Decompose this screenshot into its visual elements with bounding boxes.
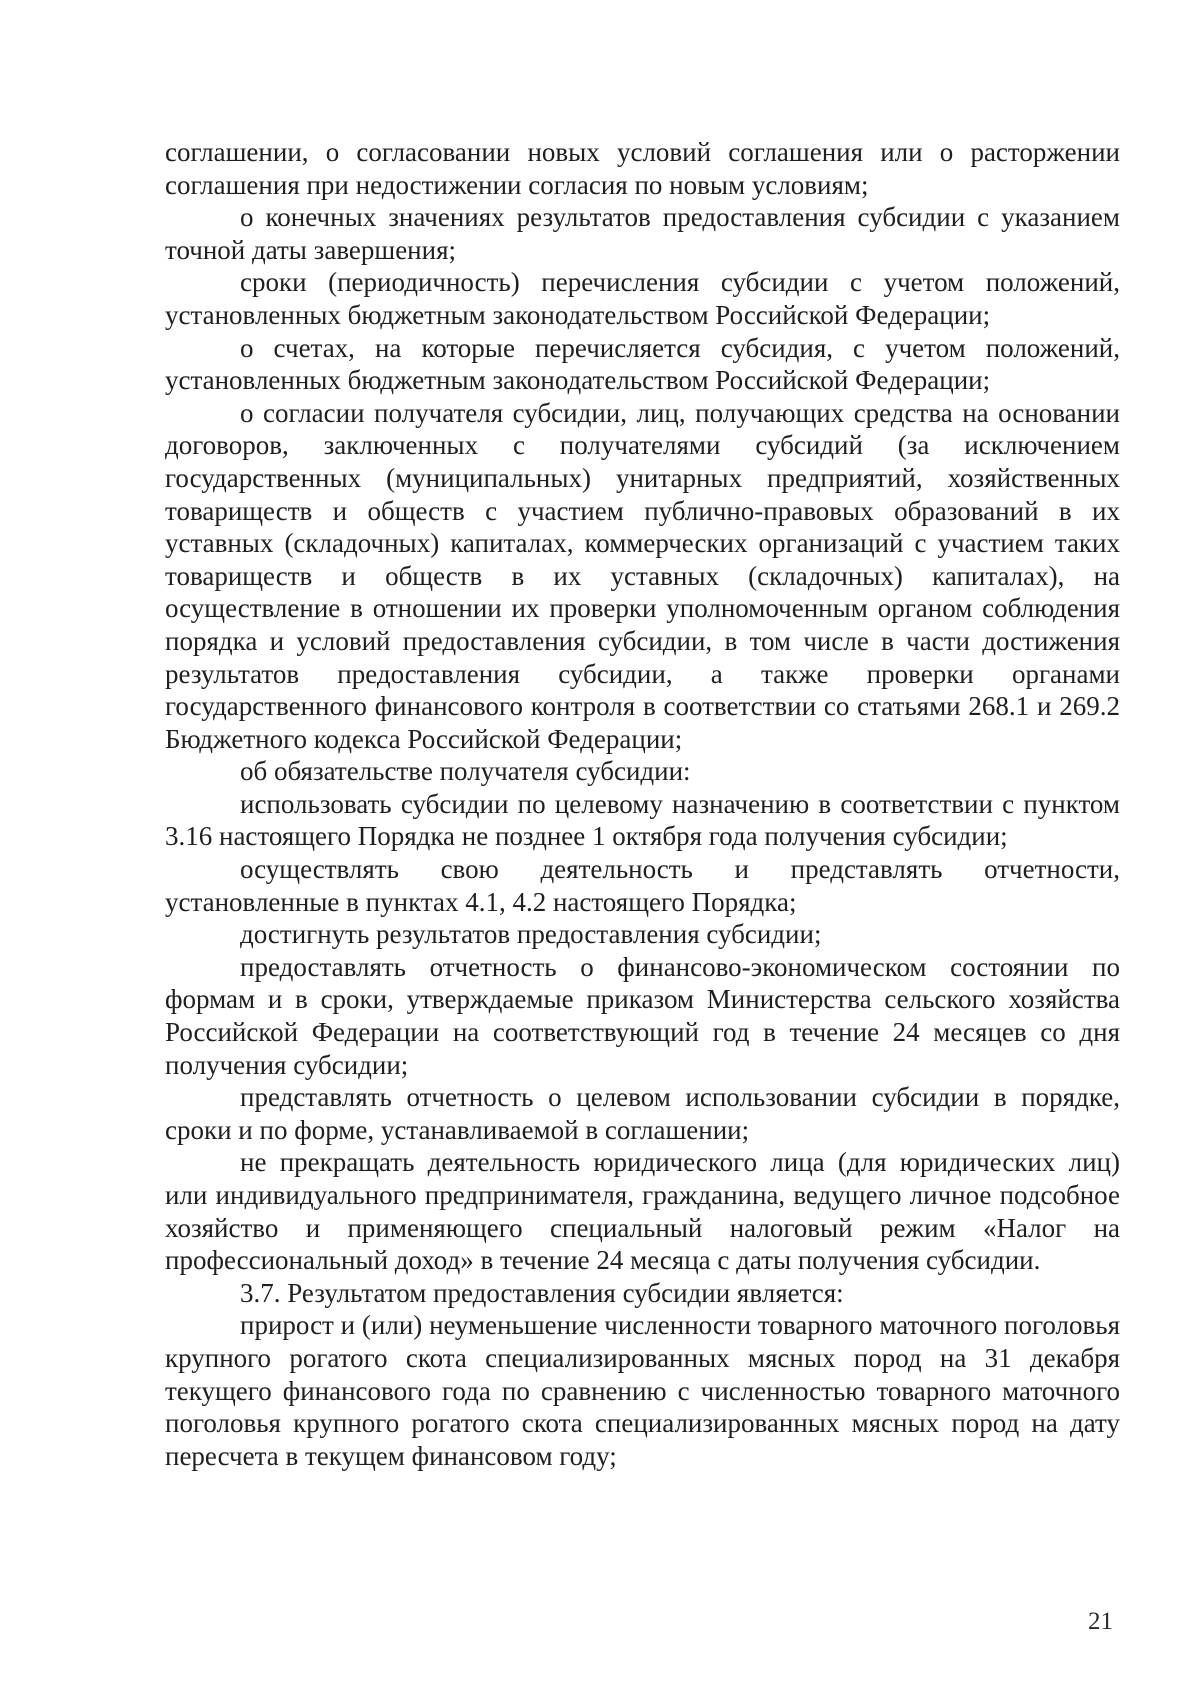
paragraph-no-termination: не прекращать деятельность юридического лица (для юридических лиц) или индивидуального предпринимателя, гражданина, ведущего личное подсобное хозяйство и применяющего специальный налоговый режим «Налог на профессиональный доход» в течение 24 месяца с даты получения субсидии. bbox=[165, 1147, 1120, 1276]
paragraph-reporting-activity: осуществлять свою деятельность и представлять отчетности, установленные в пунктах 4.1, 4.2 настоящего Порядка; bbox=[165, 854, 1120, 917]
paragraph-agreement-continuation: соглашении, о согласовании новых условий соглашения или о расторжении соглашения при недостижении согласия по новым условиям; bbox=[165, 137, 1120, 200]
paragraph-section-3-7: 3.7. Результатом предоставления субсидии является: bbox=[240, 1277, 844, 1308]
paragraph-obligations-heading: об обязательстве получателя субсидии: bbox=[240, 756, 691, 787]
paragraph-financial-reporting: предоставлять отчетность о финансово-экономическом состоянии по формам и в сроки, утверждаемые приказом Министерства сельского хозяйства Российской Федерации на соответствующий год в течение 24 месяцев со дня получения субсидии; bbox=[165, 951, 1120, 1080]
paragraph-target-use-reporting: представлять отчетность о целевом использовании субсидии в порядке, сроки и по форме, устанавливаемой в соглашении; bbox=[165, 1082, 1120, 1145]
paragraph-consent-inspection: о согласии получателя субсидии, лиц, получающих средства на основании договоров, заключенных с получателями субсидий (за исключением государственных (муниципальных) унитарных предприятий, хозяйственных товариществ и обществ с участием публично-правовых образований в их уставных (складочных) капиталах, коммерческих организаций с участием таких товариществ и обществ в их уставных (складочных) капиталах), на осуществление в отношении их проверки уполномоченным органом соблюдения порядка и условий предоставления субсидии, в том числе в части достижения результатов предоставления субсидии, а также проверки органами государственного финансового контроля в соответствии со статьями 268.1 и 269.2 Бюджетного кодекса Российской Федерации; bbox=[165, 397, 1120, 754]
document-body bbox=[165, 136, 1120, 1472]
paragraph-achieve-results: достигнуть результатов предоставления субсидии; bbox=[240, 919, 822, 950]
paragraph-final-values: о конечных значениях результатов предоставления субсидии с указанием точной даты завершения; bbox=[165, 202, 1120, 265]
paragraph-accounts: о счетах, на которые перечисляется субсидия, с учетом положений, установленных бюджетным законодательством Российской Федерации; bbox=[165, 332, 1120, 396]
paragraph-use-purpose: использовать субсидии по целевому назначению в соответствии с пунктом 3.16 настоящего Порядка не позднее 1 октября года получения субсидии; bbox=[165, 788, 1120, 852]
paragraph-livestock-result: прирост и (или) неуменьшение численности товарного маточного поголовья крупного рогатого скота специализированных мясных пород на 31 декабря текущего финансового года по сравнению с численностью товарного маточного поголовья крупного рогатого скота специализированных мясных пород на дату пересчета в текущем финансовом году; bbox=[165, 1310, 1120, 1471]
page-number: 21 bbox=[1088, 1608, 1113, 1635]
paragraph-transfer-terms: сроки (периодичность) перечисления субсидии с учетом положений, установленных бюджетным законодательством Российской Федерации; bbox=[165, 267, 1120, 330]
